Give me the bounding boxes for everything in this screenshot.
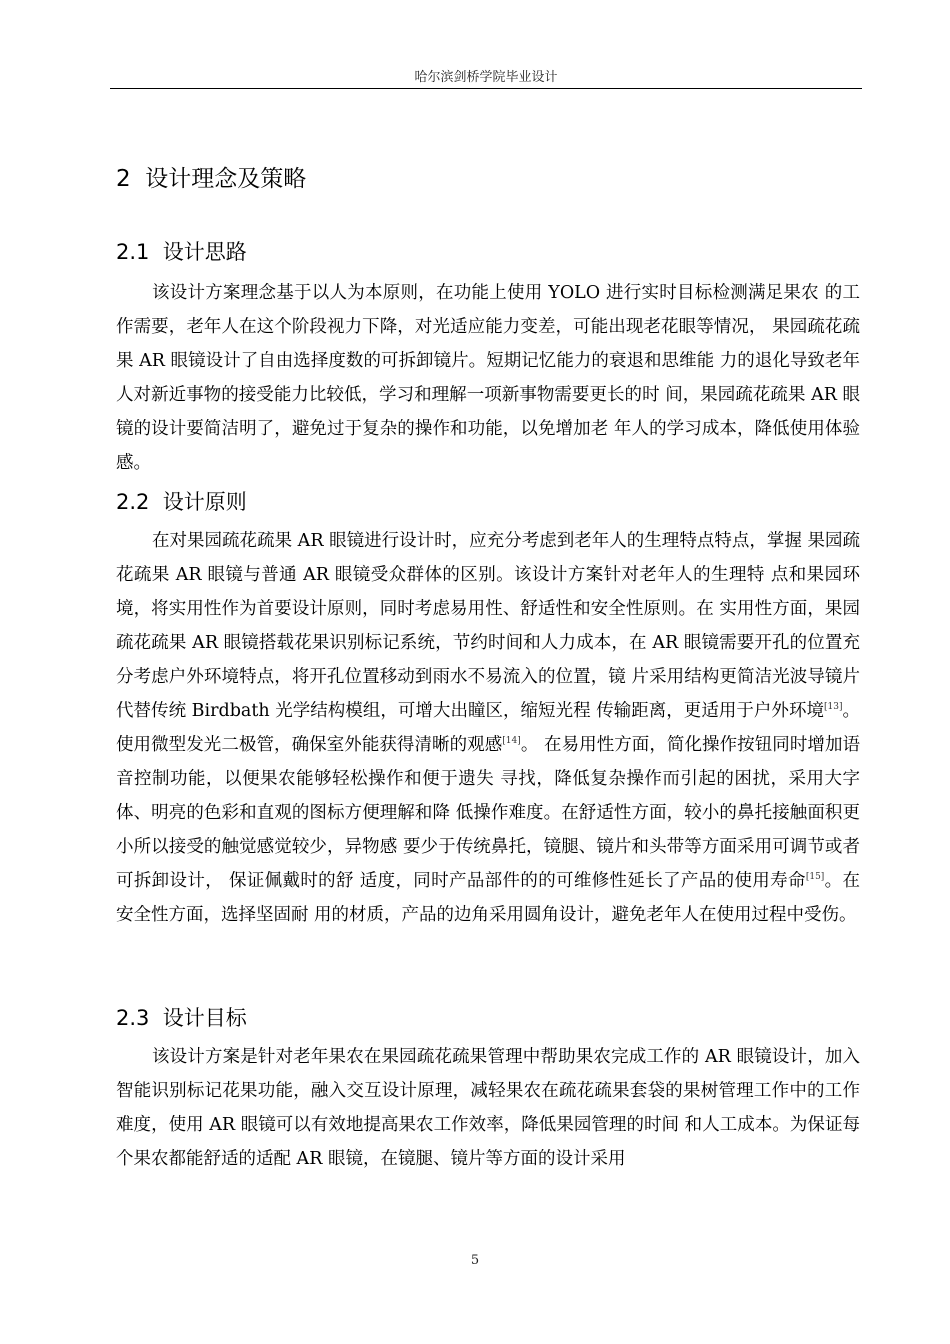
paragraph-text-segment: 。 在易用性方面，简化操作按钮同时增加语音控制功能，以便果农能够轻松操作和便于遗失 寻找，降低复杂操作而引起的困扰，采用大字体、明亮的色彩和直观的图标方便理解和降 低操作难度。在舒适性方面，较小的鼻托接触面积更小所以接受的触觉感觉较少，异物感 要少于传统鼻托，镜腿、镜片和头带等方面采用可调节或者可拆卸设计， 保证佩戴时的舒 适度，同时产品部件的的可维修性延长了产品的使用寿命: [116, 735, 861, 891]
section-title-2-3: 2.3 设计目标: [116, 1006, 247, 1030]
paragraph-text-segment: 在对果园疏花疏果 AR 眼镜进行设计时，应充分考虑到老年人的生理特点特点，掌握 果园疏花疏果 AR 眼镜与普通 AR 眼镜受众群体的区别。该设计方案针对老年人的生理特 点和果园环境，将实用性作为首要设计原则，同时考虑易用性、舒适性和安全性原则。在 实用性方面，果园疏花疏果 AR 眼镜搭载花果识别标记系统，节约时间和人力成本，在 AR 眼镜需要开孔的位置充分考虑户外环境特点，将开孔位置移动到雨水不易流入的位置，镜 片采用结构更简洁光波导镜片代替传统 Birdbath 光学结构模组，可增大出瞳区，缩短光程 传输距离，更适用于户外环境: [116, 531, 860, 721]
header-divider: [110, 88, 862, 89]
citation-13: [13]: [824, 702, 843, 712]
running-header: 哈尔滨剑桥学院毕业设计: [414, 70, 558, 85]
section-2-2-paragraph: [116, 524, 860, 932]
section-title-2-2: 2.2 设计原则: [116, 490, 247, 514]
paragraph-text-segment: 。使用微型发光二极管，确保室外能获得清晰的观感: [116, 701, 861, 755]
section-2-1-paragraph: 该设计方案理念基于以人为本原则，在功能上使用 YOLO 进行实时目标检测满足果农 的工作需要，老年人在这个阶段视力下降，对光适应能力变差，可能出现老花眼等情况， 果园疏花疏果 AR 眼镜设计了自由选择度数的可拆卸镜片。短期记忆能力的衰退和思维能 力的退化导致老年人对新近事物的接受能力比较低，学习和理解一项新事物需要更长的时 间，果园疏花疏果 AR 眼镜的设计要简洁明了，避免过于复杂的操作和功能，以免增加老 年人的学习成本，降低使用体验感。: [116, 283, 860, 473]
section-title-2-1: 2.1 设计思路: [116, 240, 247, 264]
chapter-title: 2 设计理念及策略: [116, 166, 307, 192]
page-number: 5: [470, 1253, 480, 1268]
paragraph-text-segment: 。在安全性方面，选择坚固耐 用的材质，产品的边角采用圆角设计，避免老年人在使用过程中受伤。: [116, 871, 860, 925]
citation-14: [14]: [502, 736, 521, 746]
section-2-3-paragraph: 该设计方案是针对老年果农在果园疏花疏果管理中帮助果农完成工作的 AR 眼镜设计，加入智能识别标记花果功能，融入交互设计原理，减轻果农在疏花疏果套袋的果树管理工作中的工作难度，使用 AR 眼镜可以有效地提高果农工作效率，降低果园管理的时间 和人工成本。为保证每个果农都能舒适的适配 AR 眼镜，在镜腿、镜片等方面的设计采用: [116, 1047, 860, 1169]
citation-15: [15]: [805, 872, 825, 882]
